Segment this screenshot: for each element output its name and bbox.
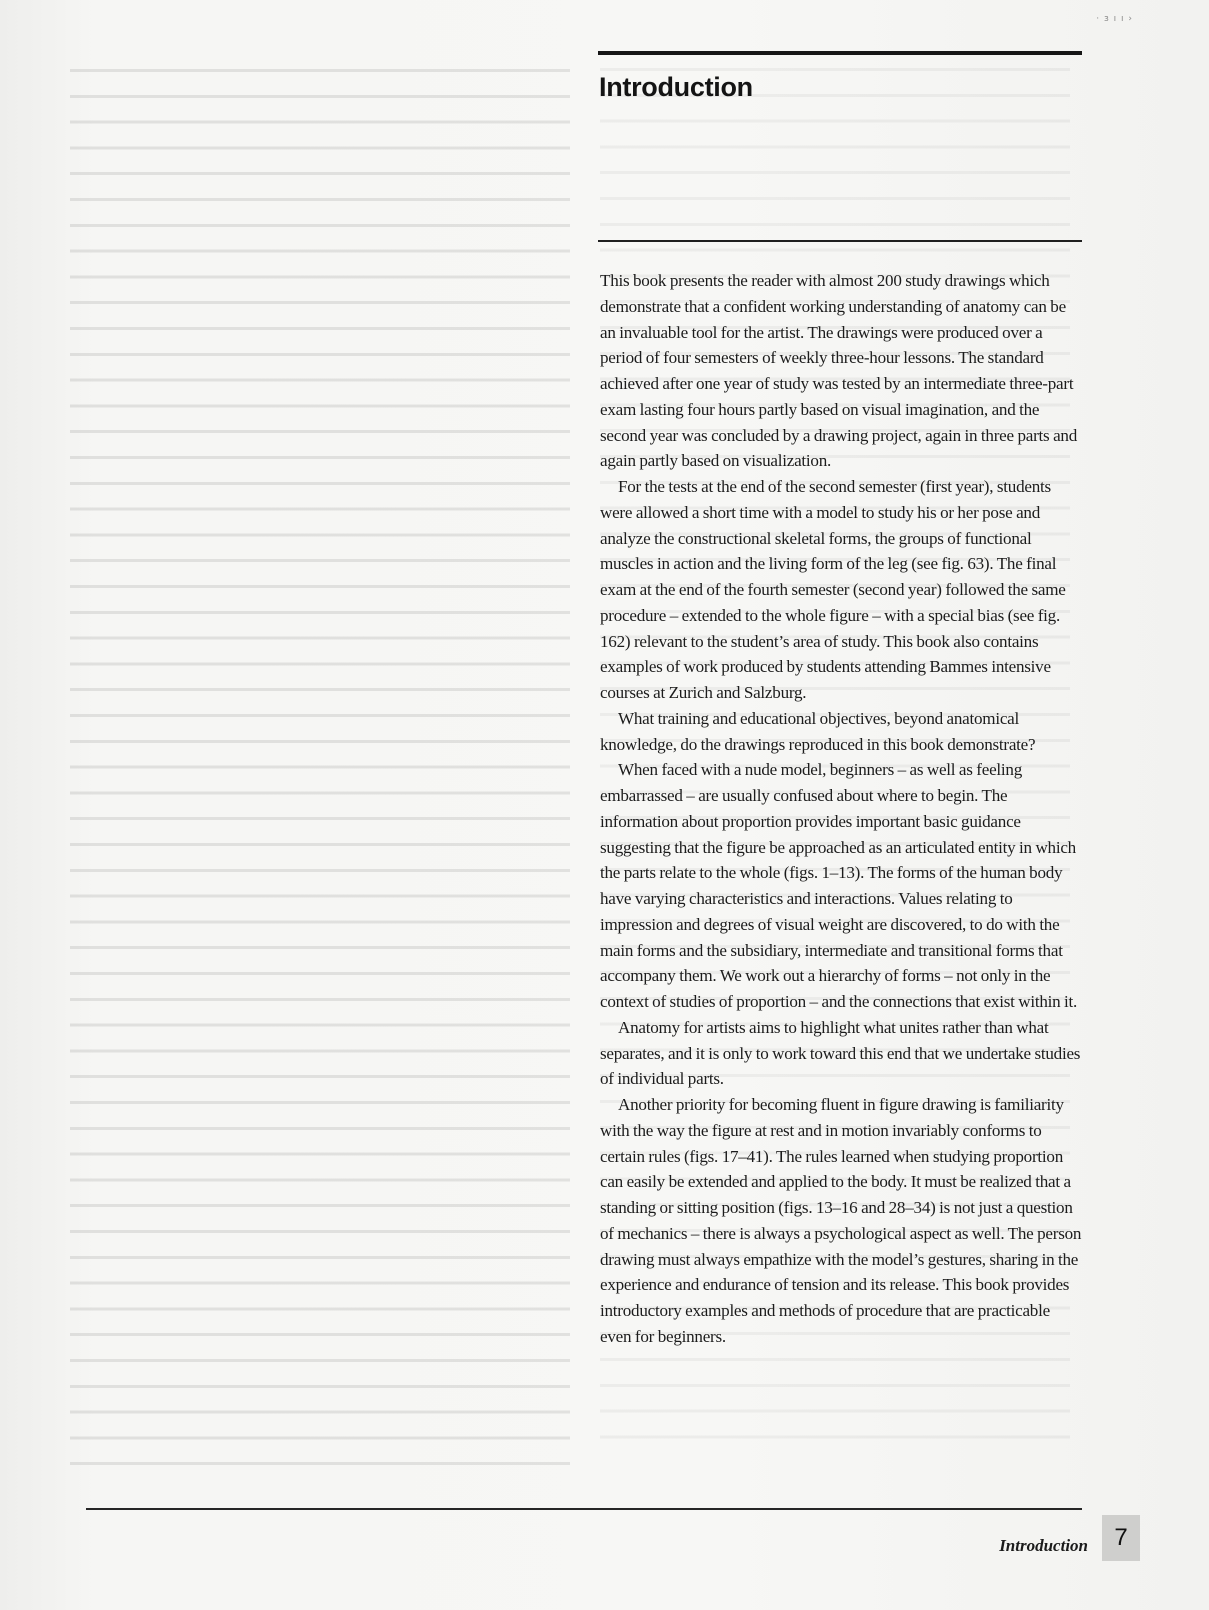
paragraph-3: What training and educational objectives, beyond anatomical knowledge, do the drawings reproduced in this book demonstrate? <box>600 708 1036 754</box>
paragraph-6: Another priority for becoming fluent in figure drawing is familiarity with the way the figure at rest and in motion invariably conforms to certain rules (figs. 17–41). The rules learned when studying proportion can easily be extended and applied to the body. It must be realized that a standing or sitting position (figs. 13–16 and 28–34) is not just a question of mechanics – there is always a psychological aspect as well. The person drawing must always empathize with the model’s gestures, sharing in the experience and endurance of tension and its release. This book provides introductory examples and methods of procedure that are practicable even for beginners. <box>600 1095 1082 1346</box>
page-number-box <box>1102 1515 1140 1561</box>
heading-rule <box>598 240 1082 242</box>
paragraph-2: For the tests at the end of the second semester (first year), students were allowed a short time with a model to study his or her pose and analyze the constructional skeletal forms, the groups of functional muscles in action and the living form of the leg (see fig. 63). The final exam at the end of the fourth semester (second year) followed the same procedure – extended to the whole figure – with a special bias (see fig. 162) relevant to the student’s area of study. This book also contains examples of work produced by students attending Bammes intensive courses at Zurich and Salzburg. <box>600 477 1066 702</box>
body-text <box>600 268 1084 1350</box>
bleed-through-left-column <box>70 55 570 1475</box>
page-number: 7 <box>1114 1524 1128 1551</box>
page-title: Introduction <box>599 72 753 102</box>
running-footer-title: Introduction <box>999 1536 1088 1555</box>
top-rule <box>598 51 1082 55</box>
paragraph-4: When faced with a nude model, beginners – as well as feeling embarrassed – are usually confused about where to begin. The information about proportion provides important basic guidance suggesting that the figure be approached as an articulated entity in which the parts relate to the whole (figs. 1–13). The forms of the human body have varying characteristics and interactions. Values relating to impression and degrees of visual weight are discovered, to do with the main forms and the subsidiary, intermediate and transitional forms that accompany them. We work out a hierarchy of forms – not only in the context of studies of proportion – and the connections that exist within it. <box>600 760 1078 1011</box>
corner-scan-mark: · ɜ ı ı › <box>1096 14 1133 24</box>
paragraph-1: This book presents the reader with almost 200 study drawings which demonstrate that a confident working understanding of anatomy can be an invaluable tool for the artist. The drawings were produced over a period of four semesters of weekly three-hour lessons. The standard achieved after one year of study was tested by an intermediate three-part exam lasting four hours partly based on visual imagination, and the second year was concluded by a drawing project, again in three parts and again partly based on visualization. <box>600 271 1078 471</box>
paragraph-5: Anatomy for artists aims to highlight what unites rather than what separates, and it is only to work toward this end that we undertake studies of individual parts. <box>600 1017 1081 1089</box>
footer-rule <box>86 1508 1082 1510</box>
